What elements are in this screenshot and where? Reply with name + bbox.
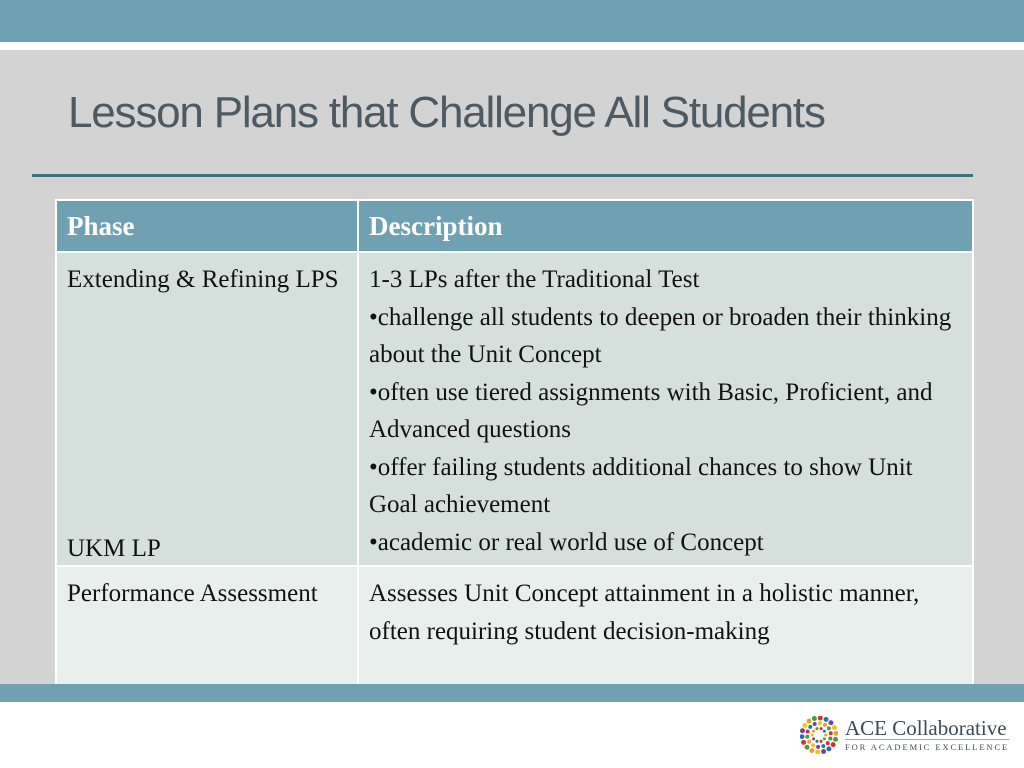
bottom-accent-band — [0, 684, 1024, 702]
logo-dot — [821, 744, 825, 748]
logo-dot — [812, 737, 815, 740]
logo-dot — [824, 733, 827, 736]
logo-dot — [815, 727, 818, 730]
logo-dot — [828, 720, 833, 725]
logo-dot — [800, 734, 804, 739]
logo-dot — [823, 723, 827, 727]
logo-dot — [811, 743, 815, 747]
logo-dot — [813, 722, 817, 726]
logo-dot — [800, 728, 805, 733]
logo-dot — [815, 740, 818, 743]
logo-dot — [826, 741, 830, 745]
description-bullet: •often use tiered assignments with Basic, Proficient, and Advanced questions — [369, 378, 933, 443]
slide-title: Lesson Plans that Challenge All Students — [68, 88, 825, 137]
table-row — [56, 566, 973, 688]
logo-dot — [827, 726, 831, 730]
phase-cell — [56, 252, 358, 566]
header-phase: Phase — [56, 200, 358, 252]
description-line: 1-3 LPs after the Traditional Test — [369, 266, 700, 293]
phase-sublabel: UKM LP — [67, 534, 161, 562]
phase-label: Performance Assessment — [67, 580, 318, 607]
logo-dot — [808, 725, 812, 729]
logo-dot — [826, 746, 831, 751]
phase-label: Extending & Refining LPS — [67, 266, 339, 293]
logo-dot — [815, 750, 820, 754]
logo-dot — [811, 733, 814, 736]
logo-dot — [828, 737, 832, 741]
logo-dot — [816, 745, 820, 749]
logo-dot — [831, 742, 836, 747]
logo-dot — [809, 748, 814, 753]
logo-dot — [829, 731, 833, 735]
top-white-stripe — [0, 42, 1024, 50]
logo-dot — [805, 745, 810, 750]
logo-dot — [807, 719, 812, 724]
logo-dot — [820, 740, 823, 743]
description-bullet: •challenge all students to deepen or broaden their thinking about the Unit Concept — [369, 303, 952, 368]
header-description: Description — [358, 200, 973, 252]
logo-dot — [823, 737, 826, 740]
logo-dot — [832, 725, 837, 730]
logo-core — [815, 731, 823, 739]
table-row — [56, 252, 973, 566]
title-divider — [32, 174, 973, 177]
logo-dot — [805, 735, 809, 739]
logo-dot — [823, 730, 826, 733]
logo-dot — [801, 740, 806, 745]
description-bullet: •offer failing students additional chances to show Unit Goal achievement — [369, 453, 913, 518]
logo-dot — [812, 730, 815, 733]
logo-name: ACE Collaborative — [845, 716, 1007, 740]
logo-dot — [818, 716, 823, 720]
logo-tagline: FOR ACADEMIC EXCELLENCE — [845, 739, 1009, 753]
description-cell — [358, 252, 973, 566]
table-header-row — [56, 200, 973, 252]
logo-dot — [812, 716, 817, 721]
sunburst-logo-icon — [800, 716, 838, 754]
description-bullet: •academic or real world use of Concept — [369, 528, 764, 556]
description-cell — [358, 566, 973, 688]
logo-dot — [824, 717, 829, 722]
logo-dot — [807, 740, 811, 744]
logo-dot — [802, 723, 807, 728]
logo-dot — [834, 731, 838, 736]
phase-cell — [56, 566, 358, 688]
logo-dot — [820, 727, 823, 730]
logo-dot — [818, 721, 822, 725]
phase-description-table — [55, 199, 974, 689]
top-accent-band — [0, 0, 1024, 42]
ace-collaborative-logo — [800, 715, 1010, 755]
description-line: Assesses Unit Concept attainment in a holistic manner, often requiring student decision-making — [369, 580, 920, 645]
logo-dot — [806, 729, 810, 733]
logo-dot — [833, 737, 838, 742]
logo-dot — [821, 749, 826, 754]
